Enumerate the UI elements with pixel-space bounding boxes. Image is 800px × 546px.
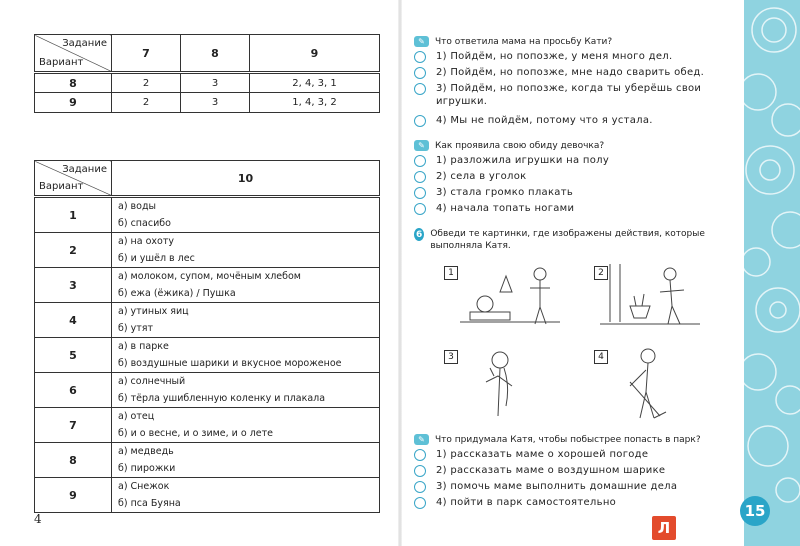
variant-cell: 9 <box>35 478 112 513</box>
variant-cell: 4 <box>35 303 112 338</box>
answer-cell: б) и ушёл в лес <box>112 250 380 268</box>
answers-table-10 <box>34 160 380 513</box>
answer-option[interactable] <box>414 82 714 108</box>
table-corner-header <box>35 161 112 197</box>
answer-cell: а) воды <box>112 197 380 216</box>
answer-cell: а) медведь <box>112 443 380 461</box>
question-text: Обведи те картинки, где изображены действия, которые выполняла Катя. <box>430 229 705 251</box>
answer-cell: а) солнечный <box>112 373 380 391</box>
answer-cell: б) тёрла ушибленную коленку и плакала <box>112 390 380 408</box>
variant-cell: 1 <box>35 197 112 233</box>
decorative-side-strip <box>744 0 800 546</box>
page-number-badge: 15 <box>740 496 770 526</box>
option-label: 4) пойти в парк самостоятельно <box>436 497 617 508</box>
radio-circle[interactable] <box>414 67 426 79</box>
answer-cell: б) утят <box>112 320 380 338</box>
radio-circle[interactable] <box>414 497 426 509</box>
radio-circle[interactable] <box>414 155 426 167</box>
option-label: 1) рассказать маме о хорошей погоде <box>436 449 649 460</box>
answer-option[interactable] <box>414 464 714 477</box>
variant-cell: 6 <box>35 373 112 408</box>
column-header: 10 <box>112 161 380 197</box>
task-number-badge: 6 <box>414 228 424 241</box>
option-label: 4) Мы не пойдём, потому что я устала. <box>436 115 653 126</box>
variant-cell: 8 <box>35 73 112 93</box>
header-task-label: Задание <box>62 38 107 49</box>
question-text: Что ответила мама на просьбу Кати? <box>435 36 613 47</box>
girl-with-toys-illustration <box>440 262 570 328</box>
picture-number: 1 <box>444 266 458 280</box>
table-row <box>35 443 380 461</box>
radio-circle[interactable] <box>414 449 426 461</box>
variant-cell: 9 <box>35 93 112 113</box>
option-label: 2) Пойдём, но попозже, мне надо сварить обед. <box>436 67 705 78</box>
pencil-icon: ✎ <box>414 434 429 445</box>
option-label: 1) Пойдём, но попозже, у меня много дел. <box>436 51 673 62</box>
option-label: 1) разложила игрушки на полу <box>436 155 610 166</box>
answers-table-7-9 <box>34 34 380 113</box>
table-row <box>35 93 380 113</box>
variant-cell: 7 <box>35 408 112 443</box>
variant-cell: 8 <box>35 443 112 478</box>
answer-option[interactable] <box>414 114 714 127</box>
option-label: 3) стала громко плакать <box>436 187 574 198</box>
answer-option[interactable] <box>414 202 714 215</box>
question-text: Как проявила свою обиду девочка? <box>435 140 605 151</box>
picture-4[interactable] <box>590 346 700 422</box>
option-label: 3) помочь маме выполнить домашние дела <box>436 481 678 492</box>
option-label: 4) начала топать ногами <box>436 203 575 214</box>
table-row <box>35 478 380 496</box>
answer-option[interactable] <box>414 186 714 199</box>
option-label: 2) рассказать маме о воздушном шарике <box>436 465 666 476</box>
answer-cell: а) Снежок <box>112 478 380 496</box>
table-body <box>35 197 380 513</box>
radio-circle[interactable] <box>414 115 426 127</box>
answer-cell: 2 <box>112 73 181 93</box>
header-task-label: Задание <box>62 164 107 175</box>
table-row <box>35 303 380 321</box>
table-row <box>35 233 380 251</box>
answer-cell: б) пса Буяна <box>112 495 380 513</box>
radio-circle[interactable] <box>414 171 426 183</box>
answer-option[interactable] <box>414 170 714 183</box>
radio-circle[interactable] <box>414 187 426 199</box>
table-row <box>35 73 380 93</box>
table-row <box>35 408 380 426</box>
answer-option[interactable] <box>414 50 714 63</box>
variant-cell: 2 <box>35 233 112 268</box>
answer-cell: б) ежа (ёжика) / Пушка <box>112 285 380 303</box>
answer-cell: 2 <box>112 93 181 113</box>
question-text: Что придумала Катя, чтобы побыстрее попасть в парк? <box>435 434 701 445</box>
question-block <box>414 36 714 127</box>
variant-cell: 5 <box>35 338 112 373</box>
answer-option[interactable] <box>414 480 714 493</box>
column-header: 7 <box>112 35 181 73</box>
answer-cell: б) воздушные шарики и вкусное мороженое <box>112 355 380 373</box>
table-row <box>35 373 380 391</box>
answer-cell: 2, 4, 3, 1 <box>250 73 380 93</box>
page-number: 4 <box>34 512 42 526</box>
question-block <box>414 434 714 509</box>
header-variant-label: Вариант <box>39 57 84 68</box>
answer-cell: а) в парке <box>112 338 380 356</box>
right-page <box>400 0 800 546</box>
answer-cell: а) на охоту <box>112 233 380 251</box>
table-row <box>35 197 380 216</box>
picture-number: 2 <box>594 266 608 280</box>
answer-cell: 3 <box>181 93 250 113</box>
variant-cell: 3 <box>35 268 112 303</box>
answer-cell: б) спасибо <box>112 215 380 233</box>
radio-circle[interactable] <box>414 465 426 477</box>
question-block <box>414 140 714 215</box>
question-block <box>414 228 714 252</box>
column-header: 9 <box>250 35 380 73</box>
header-variant-label: Вариант <box>39 181 84 192</box>
table-row <box>35 268 380 286</box>
radio-circle[interactable] <box>414 51 426 63</box>
picture-3[interactable] <box>440 346 550 422</box>
answer-cell: 3 <box>181 73 250 93</box>
pencil-icon: ✎ <box>414 36 429 47</box>
radio-circle[interactable] <box>414 481 426 493</box>
picture-number: 4 <box>594 350 608 364</box>
publisher-logo: Л <box>652 516 676 540</box>
table-corner-header <box>35 35 112 73</box>
answer-cell: б) пирожки <box>112 460 380 478</box>
answer-option[interactable] <box>414 154 714 167</box>
radio-circle[interactable] <box>414 83 426 95</box>
table-row <box>35 338 380 356</box>
answer-cell: 1, 4, 3, 2 <box>250 93 380 113</box>
answer-option[interactable] <box>414 496 714 509</box>
answer-cell: б) и о весне, и о зиме, и о лете <box>112 425 380 443</box>
pencil-icon: ✎ <box>414 140 429 151</box>
radio-circle[interactable] <box>414 203 426 215</box>
picture-1[interactable] <box>440 262 570 328</box>
option-label: 2) села в уголок <box>436 171 527 182</box>
girl-watering-flowers-illustration <box>590 262 710 328</box>
column-header: 8 <box>181 35 250 73</box>
answer-option[interactable] <box>414 66 714 79</box>
answer-cell: а) утиных яиц <box>112 303 380 321</box>
answer-cell: а) отец <box>112 408 380 426</box>
answer-option[interactable] <box>414 448 714 461</box>
picture-2[interactable] <box>590 262 710 328</box>
option-label: 3) Пойдём, но попозже, когда ты уберёшь свои игрушки. <box>436 83 702 107</box>
circle-pattern-decoration <box>744 0 800 546</box>
answer-cell: а) молоком, супом, мочёным хлебом <box>112 268 380 286</box>
picture-number: 3 <box>444 350 458 364</box>
